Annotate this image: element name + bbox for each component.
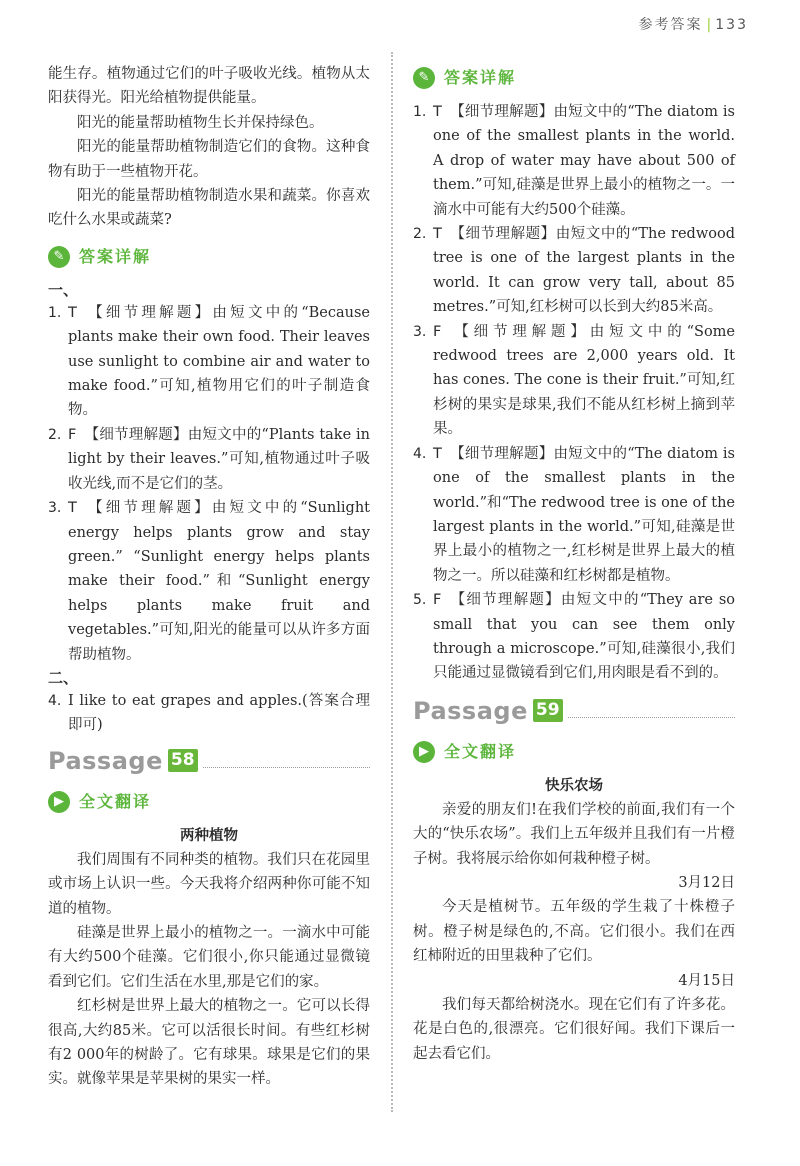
story-paragraph: 我们周围有不同种类的植物。我们只在花园里或市场上认识一些。今天我将介绍两种你可能不知道的植物。: [48, 851, 370, 917]
part-label: 一、: [48, 280, 79, 299]
answer-tf: T: [433, 445, 442, 462]
answer-item: 1. T 【细节理解题】由短文中的“Because plants make their own food. Their leaves use sunlight to combine air and water to make food.”可知,植物用它们的叶子制造食物。: [48, 304, 370, 419]
answers-heading: ✎ 答案详解: [48, 243, 370, 271]
answer-item: 5. F 【细节理解题】由短文中的“They are so small that you can see them only through a microscope.”可知,硅藻很小,我们只能通过显微镜看到它们,用肉眼是看不到的。: [413, 592, 735, 682]
story-date: 3月12日: [678, 874, 735, 891]
answer-item: 4. I like to eat grapes and apples.(答案合理即可): [48, 692, 370, 734]
story-title: 快乐农场: [545, 777, 603, 794]
story-paragraph: 亲爱的朋友们!在我们学校的前面,我们有一个大的“快乐农场”。我们上五年级并且我们有一片橙子树。我将展示给你如何栽种橙子树。: [413, 801, 735, 867]
intro-paragraph: 阳光的能量帮助植物制造水果和蔬菜。你喜欢吃什么水果或蔬菜?: [48, 188, 370, 229]
answers-heading: ✎ 答案详解: [413, 64, 735, 92]
answer-item: 2. F 【细节理解题】由短文中的“Plants take in light by their leaves.”可知,植物通过叶子吸收光线,而不是它们的茎。: [48, 426, 370, 492]
leaf-icon: ✎: [413, 67, 435, 89]
answer-tf: F: [433, 592, 442, 609]
part-label: 二、: [48, 668, 79, 687]
answer-tf: F: [68, 426, 77, 443]
answer-tf: T: [68, 304, 77, 321]
answer-item: 3. F 【细节理解题】由短文中的“Some redwood trees are 2,000 years old. It has cones. The cone is their fruit.”可知,红杉树的果实是球果,我们不能从红杉树上摘到苹果。: [413, 323, 735, 438]
answer-tf: T: [433, 226, 442, 243]
story-title: 两种植物: [180, 827, 238, 844]
story-paragraph: 我们每天都给树浇水。现在它们有了许多花。花是白色的,很漂亮。它们很好闻。我们下课后一起去看它们。: [413, 997, 735, 1062]
answer-item: 2. T 【细节理解题】由短文中的“The redwood tree is one of the largest plants in the world. It can grow very tall, about 85 metres.”可知,红杉树可以长到大约85米高。: [413, 226, 735, 316]
page-header: 参考答案 | 133: [638, 17, 748, 33]
story-date: 4月15日: [678, 972, 735, 989]
translation-heading: ▶ 全文翻译: [48, 788, 370, 816]
answer-tf: T: [68, 500, 77, 517]
translation-heading: ▶ 全文翻译: [413, 738, 735, 766]
story-paragraph: 红杉树是世界上最大的植物之一。它可以长得很高,大约85米。它可以活很长时间。有些红杉树有2 000年的树龄了。它有球果。球果是它们的果实。就像苹果是苹果树的果实一样。: [48, 998, 370, 1088]
page-number: 133: [715, 17, 748, 33]
right-column: [413, 62, 735, 1066]
passage-number: 58: [168, 749, 198, 772]
answer-item: 1. T 【细节理解题】由短文中的“The diatom is one of the smallest plants in the world. A drop of water may have about 500 of them.”可知,硅藻是世界上最小的植物之一。一滴水中可能有大约500个硅藻。: [413, 104, 735, 218]
column-divider: [391, 52, 393, 1112]
answer-item: 3. T 【细节理解题】由短文中的“Sunlight energy helps plants grow and stay green.” “Sunlight energy helps plants make their food.”和“Sunlight energy helps plants make fruit and vegetables.”可知,阳光的能量可以从许多方面帮助植物。: [48, 500, 370, 663]
passage-heading: Passage 59: [413, 694, 735, 728]
answer-item: 4. T 【细节理解题】由短文中的“The diatom is one of the smallest plants in the world.”和“The redwood tree is one of the largest plants in the world.”可知,硅藻是世界上最小的植物之一,红杉树是世界上最大的植物之一。所以硅藻和红杉树都是植物。: [413, 445, 735, 584]
play-icon: ▶: [413, 741, 435, 763]
header-section: 参考答案: [638, 17, 703, 33]
story-paragraph: 硅藻是世界上最小的植物之一。一滴水中可能有大约500个硅藻。它们很小,你只能通过显微镜看到它们。它们生活在水里,那是它们的家。: [48, 924, 370, 990]
story-paragraph: 今天是植树节。五年级的学生栽了十株橙子树。橙子树是绿色的,不高。它们很小。我们在西红柿附近的田里栽种了它们。: [413, 899, 735, 965]
left-column: [48, 62, 370, 1092]
passage-heading: Passage 58: [48, 744, 370, 778]
leaf-icon: ✎: [48, 246, 70, 268]
passage-number: 59: [533, 699, 563, 722]
answer-tf: T: [433, 104, 442, 120]
answer-tf: F: [433, 323, 442, 340]
intro-paragraph: 能生存。植物通过它们的叶子吸收光线。植物从太阳获得光。阳光给植物提供能量。: [48, 66, 370, 107]
intro-paragraph: 阳光的能量帮助植物制造它们的食物。这种食物有助于一些植物开花。: [48, 139, 370, 180]
play-icon: ▶: [48, 791, 70, 813]
intro-paragraph: 阳光的能量帮助植物生长并保持绿色。: [77, 114, 324, 131]
